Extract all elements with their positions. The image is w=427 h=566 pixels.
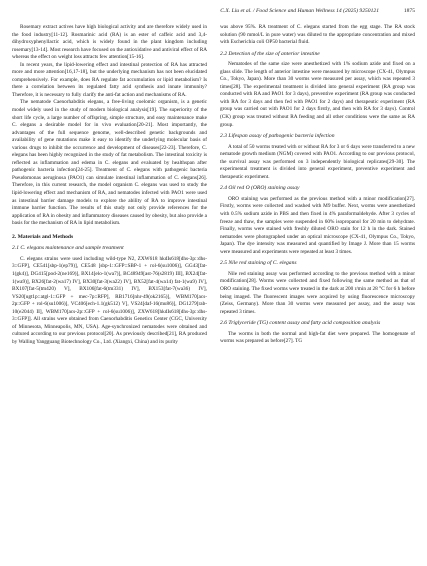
subsection-title-2-6: 2.6 Triglyceride (TG) content assay and fatty acid composition analysis — [220, 320, 381, 327]
subsection-title-2-3: 2.3 Lifespan assay of pathogenic bacteria infection — [220, 133, 335, 140]
running-header — [0, 8, 427, 18]
section-body-2-4: ORO staining was performed as the previous method with a minor modification[27]. Firstly, worms were collected and washed with M9 buffer. Next, worms were anesthetized with 0.5% sodium azide in PBS and then fixed in 4% paraformaldehyde. After 3 cycles of freeze and thaw, the samples were suspended in 60% isopropanol for 20 min to dehydrate. Finally, worms were stained with freshly diluted ORO stain for 12 h in the dark. Stained nematodes were photographed under an optical microscope (CX-41, Olympus Co., Tokyo, Japan). The dye intensity was measured and quantified by Image J. More than 15 worms were measured and experiments were repeated at least 3 times. — [220, 195, 415, 255]
intro-paragraph: The nematode Caenorhabditis elegans, a free-living coelomic organism, is a genetic model widely used in the study of modern biological analysis[19]. The superiority of the short life cycle, a large number of offspring, simple structure, and easy maintenance make C. elegans a desirable model for in vivo evaluation[20-21]. Most importantly, the advantages of the full sequence genome, well-described genetic backgrounds and availability of gene mutations make it easy to identify the underlying molecular basis of various drugs to inhibit the occurrence and development of diseases[22-23]. Therefore, C. elegans has been highly recognized in the study of fat metabolism. The intestinal toxicity is reflected as inflammation and edema in C. elegans and evaluated by healthspan after pathogenic bacteria infection[24-25]. Treatment of C. elegans with pathogenic bacteria Pseudomonas aeruginosa (PAO1) can simulate intestinal inflammation of C. elegans[26]. Therefore, in this current research, the model organism C. elegans was used to study the lipid-lowering effect and mechanism of RA, and nematodes infected with PAO1 were used as intestinal barrier damage models to explore the ability of RA to improve intestinal immune barrier function. The results of this study not only provide references for the application of RA in obesity and inflammatory diseases caused by obesity, but also provide a basis for the mechanism of RA in lipid metabolism. — [12, 99, 207, 227]
subsection-title-2-1: 2.1 C. elegans maintenance and sample treatment — [12, 245, 124, 252]
methods-paragraph: C. elegans strains were used including wild-type N2, ZXW618 hkdIs618[dhs-3p::dhs-3::GFP], CE541[sbp-1(ep79)], CE548 [sbp-1::GFP::SBP-1 + rol-6(su1006)], GG43[fat-1(gk4)], DG415[pod-2(ne169)], BX14[elo-1(wa7)], BC48949[ast-76(s2819) III], BX24[fat-1(wa9)], BX26[fat-2(wa17) IV], BX30[fat-3(wa22) IV], BX52[fat-4(wa14) fat-1(wa9) IV], BX107[fat-5(tm420) V], BX106[fat-6(tm331) IV], BX153[fat-7(wa36) IV], VS20[ugt1p::atgl-1::GFP + mec-7p::RFP], RB1716[nhr-49(ok2165)], WBM170[acs-2p::GFP + rol-6(su1006)], VC406[ech-1.1(gk512) V], VS24[daf-16(mu86)], DG1279[rab-10(e2044) II], WBM170[acs-2p::GFP + rol-6(su1006)], ZXW618[hkdIs618[dhs-3p::dhs-3::GFP]]. All strains were obtained from Caenorhabditis Genetics Center (CGC, University of Minnesota, Minneapolis, MN, USA). Age-synchronized nematodes were obtained and cultured according to our previous protocol[20]. As previously described[21], RA produced by Walling Yangguang Biotechnology Co., Ltd. (Xiangxi, China) and its purity — [12, 255, 207, 345]
page-number: 1875 — [403, 8, 415, 14]
intro-paragraph: In recent years, the lipid-lowering effect and intestinal protection of RA has attracted more and more attention[16,17-18], but the underlying mechanism has not been elucidated comprehensively. For example, does RA regulate fat accumulation or lipid metabolism? Is there a correlation between its regulated fatty acid synthesis and innate immunity? Therefore, it is necessary to fully clarify the anti-fat action and mechanisms of RA. — [12, 61, 207, 98]
opening-paragraph: was above 95%. RA treatment of C. elegans started from the egg stage. The RA stock solution (90 mmol/L in pure water) was diluted to the appropriate concentration and mixed with Escherichia coli OP50 bacterial fluid. — [220, 24, 415, 46]
subsection-title-2-2: 2.2 Detection of the size of anterior intestine — [220, 50, 320, 57]
section-title-materials-methods: 2. Materials and Methods — [12, 233, 74, 240]
section-body-2-5: Nile red staining assay was performed according to the previous method with a minor modification[28]. Worms were collected and fixed following the same method as that of ORO staining. The fixed worms were treated in the dark at 200 r/min at 28 °C for 6 h before being imaged. The fluorescent images were acquired by using fluorescence microscopy (Zeiss, Germany). More than 30 worms were measured per assay, and the assay was repeated 3 times. — [220, 270, 415, 315]
section-body-2-6: The worms in both the normal and high-fat diet were prepared. The homogenate of worms was prepared as before[27]. TG — [220, 330, 415, 345]
subsection-title-2-4: 2.4 Oil red O (ORO) staining assay — [220, 185, 300, 192]
header-citation: C.X. Liu et al. / Food Science and Human Wellness 14 (2025) 9250121 — [220, 8, 379, 14]
section-body-2-2: Nematodes of the same size were anesthetized with 1% sodium azide and fixed on a glass slide. The length of anterior intestine were measured by microscope (CX-41, Olympus Co., Tokyo, Japan). More than 30 worms were measured per assay, which was repeated 3 times[28]. The experimental treatment is divided into general experiment (RA group was conducted with RA and PAO1 for 3 days), preventive experiment (RA group was conducted with RA for 3 days and then fed with PAO1 for 2 days) and therapeutic experiment (RA group was carried out with PAO1 for 2 days firstly, and then with RA for 3 days). Control (CK) group was treated without RA feeding and all other conditions were the same as RA group. — [220, 61, 415, 128]
left-column — [12, 24, 207, 346]
right-column — [220, 24, 415, 346]
subsection-title-2-5: 2.5 Nile red staining of C. elegans — [220, 260, 297, 267]
section-body-2-3: A total of 50 worms treated with or without RA for 3 or 6 days were transferred to a new nematode growth medium (NGM) covered with PAO1. According to our previous protocol, the survival assay was performed on 3 independently biological replicates[29-30]. The experimental treatment is divided into general experiment, preventive experiment and therapeutic experiment. — [220, 143, 415, 180]
intro-paragraph: Rosemary extract actives have high biological activity and are therefore widely used in the food industry[11-12]. Rosmarinic acid (RA) is an ester of caffeic acid and 3,4-dihydroxyphenyllactic acid, which is widely found in the plant kingdom including rosemary[13-14]. Most research have focused on the antioxidative and antiviral effect of RA whereas the effect on weight loss attracts few attention[15-16]. — [12, 24, 207, 61]
